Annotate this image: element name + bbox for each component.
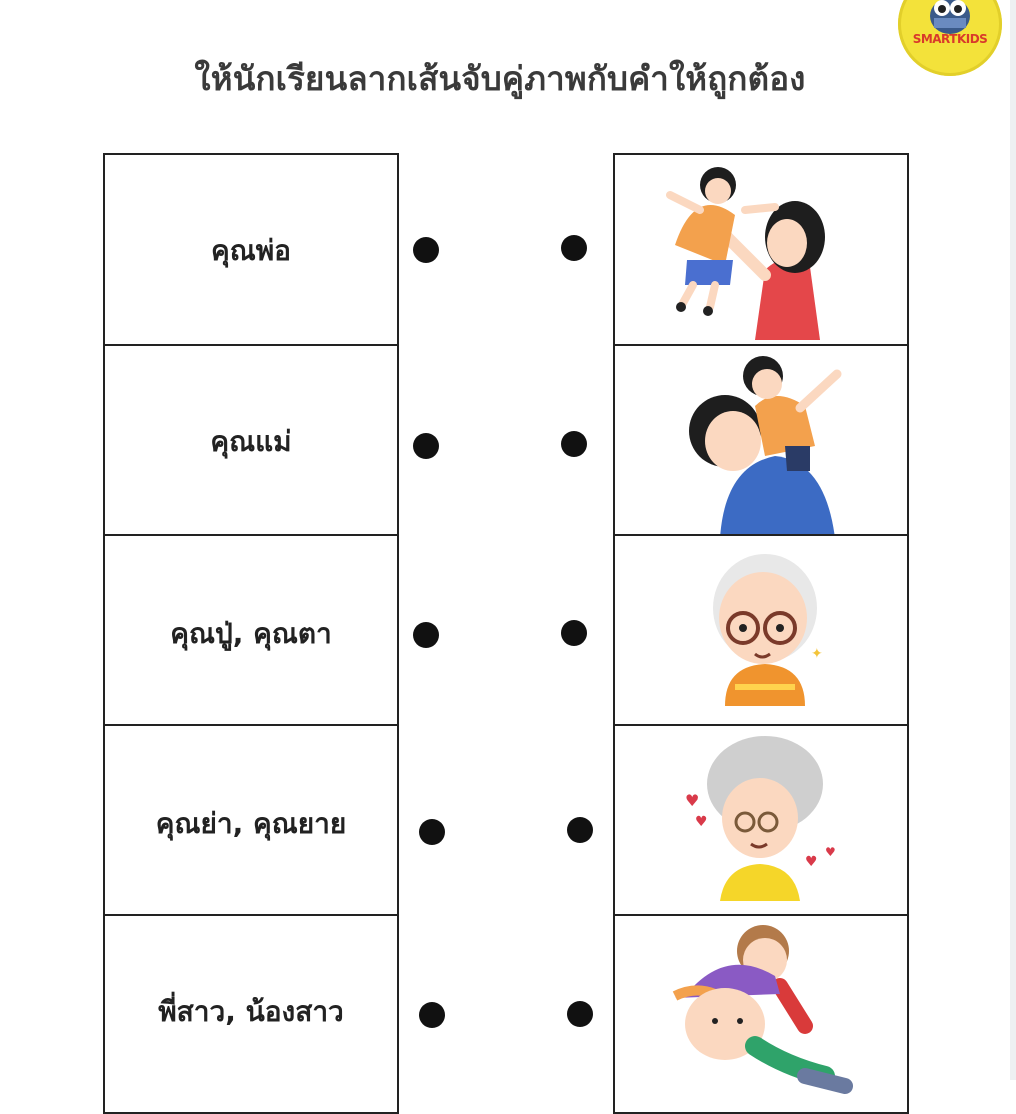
- picture-card-5: [613, 914, 909, 1114]
- word-dot-4[interactable]: [419, 819, 445, 845]
- grandfather-icon: [615, 536, 909, 726]
- page-title: ให้นักเรียนลากเส้นจับคู่ภาพกับคำให้ถูกต้อง: [194, 59, 806, 98]
- svg-text:♥: ♥: [685, 791, 700, 810]
- word-label: พี่สาว, น้องสาว: [158, 995, 344, 1028]
- svg-text:✦: ✦: [811, 646, 823, 662]
- word-card-sisters: [103, 914, 399, 1114]
- svg-text:♥: ♥: [805, 854, 818, 870]
- page-edge: [1010, 0, 1016, 1080]
- picture-dot-4[interactable]: [567, 817, 593, 843]
- children-playing-icon: [615, 916, 909, 1114]
- word-label: คุณพ่อ: [211, 234, 291, 267]
- picture-card-4: [613, 724, 909, 916]
- grandmother-icon: [615, 726, 909, 916]
- word-dot-1[interactable]: [413, 237, 439, 263]
- mother-lifting-girl-icon: [615, 155, 909, 346]
- word-card-father: [103, 153, 399, 346]
- word-label: คุณแม่: [210, 425, 292, 458]
- word-label: คุณย่า, คุณยาย: [155, 807, 347, 840]
- word-dot-5[interactable]: [419, 1002, 445, 1028]
- picture-dot-3[interactable]: [561, 620, 587, 646]
- picture-card-2: [613, 344, 909, 536]
- picture-card-3: [613, 534, 909, 726]
- picture-dot-5[interactable]: [567, 1001, 593, 1027]
- word-card-grandmother: [103, 724, 399, 916]
- word-dot-2[interactable]: [413, 433, 439, 459]
- logo-text: SMARTKIDS: [912, 32, 988, 46]
- picture-dot-2[interactable]: [561, 431, 587, 457]
- svg-text:♥: ♥: [695, 814, 708, 830]
- picture-card-1: [613, 153, 909, 346]
- word-label: คุณปู่, คุณตา: [170, 617, 332, 650]
- word-card-mother: [103, 344, 399, 536]
- word-dot-3[interactable]: [413, 622, 439, 648]
- father-with-boy-icon: [615, 346, 909, 536]
- svg-text:♥: ♥: [825, 845, 836, 859]
- word-card-grandfather: [103, 534, 399, 726]
- picture-dot-1[interactable]: [561, 235, 587, 261]
